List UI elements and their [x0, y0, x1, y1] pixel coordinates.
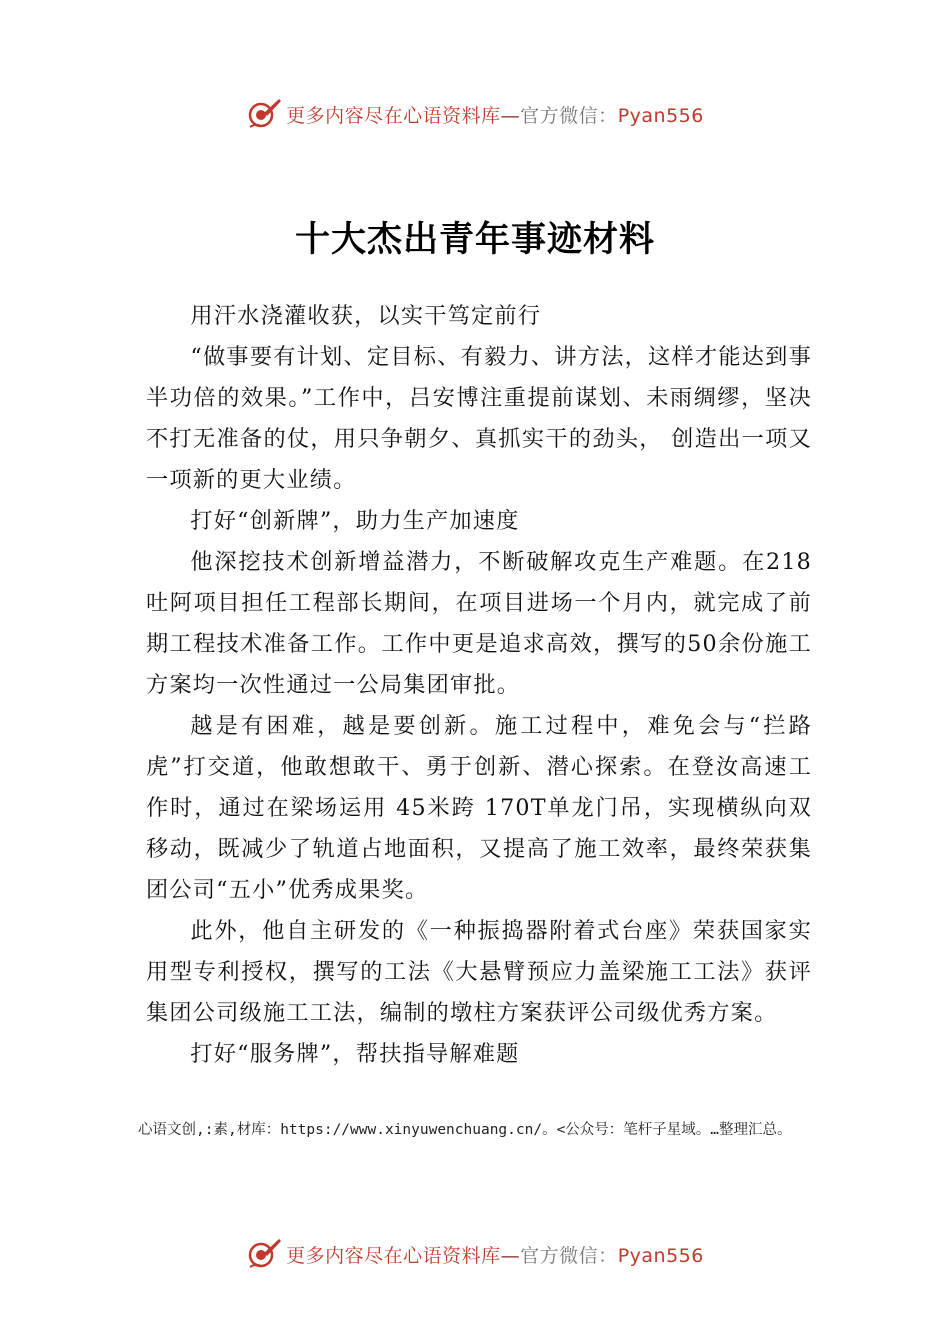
banner-wechat-id: Pyan556 [617, 104, 704, 127]
banner-separator: — [500, 1244, 521, 1267]
quill-seal-icon [246, 96, 282, 132]
section-heading: 打好“服务牌”，帮扶指导解难题 [190, 1041, 520, 1067]
quill-seal-icon [246, 1236, 282, 1272]
body-paragraph: 此外，他自主研发的《一种振捣器附着式台座》荣获国家实用型专利授权，撰写的工法《大悬臂预应力盖梁施工工法》获评集团公司级施工工法，编制的墩柱方案获评公司级优秀方案。 [146, 918, 812, 1026]
banner-separator: — [500, 104, 521, 127]
banner-text [286, 1241, 704, 1268]
body-paragraph: 越是有困难，越是要创新。施工过程中，难免会与“拦路虎”打交道，他敢想敢干、勇于创新、潜心探索。在登汝高速工作时，通过在梁场运用 45米跨 170T单龙门吊，实现横纵向双移动，既减少了轨道占地面积，又提高了施工效率，最终荣获集团公司“五小”优秀成果奖。 [146, 713, 812, 903]
banner-wechat-id: Pyan556 [617, 1244, 704, 1267]
source-footnote: 心语文创,:素,材库：https://www.xinyuwenchuang.cn/。<公众号：笔杆子星域。…整理汇总。 [138, 1122, 792, 1138]
body-paragraph: “做事要有计划、定目标、有毅力、讲方法，这样才能达到事半功倍的效果。”工作中，吕安博注重提前谋划、未雨绸缪，坚决不打无准备的仗，用只争朝夕、真抓实干的劲头， 创造出一项又一项新的更大业绩。 [146, 344, 812, 493]
banner-wechat-label: 官方微信： [520, 104, 618, 127]
banner-text [286, 101, 704, 128]
document-title: 十大杰出青年事迹材料 [294, 220, 655, 260]
body-paragraph: 他深挖技术创新增益潜力，不断破解攻克生产难题。在218吐阿项目担任工程部长期间，在项目进场一个月内，就完成了前期工程技术准备工作。工作中更是追求高效，撰写的50余份施工方案均一次性通过一公局集团审批。 [146, 549, 812, 698]
header-banner [0, 94, 950, 134]
banner-main-text: 更多内容尽在心语资料库 [286, 104, 501, 127]
footer-banner [0, 1234, 950, 1274]
banner-main-text: 更多内容尽在心语资料库 [286, 1244, 501, 1267]
banner-wechat-label: 官方微信： [520, 1244, 618, 1267]
document-body [146, 296, 812, 1075]
section-heading: 用汗水浇灌收获，以实干笃定前行 [190, 303, 542, 329]
section-heading: 打好“创新牌”，助力生产加速度 [190, 508, 520, 534]
